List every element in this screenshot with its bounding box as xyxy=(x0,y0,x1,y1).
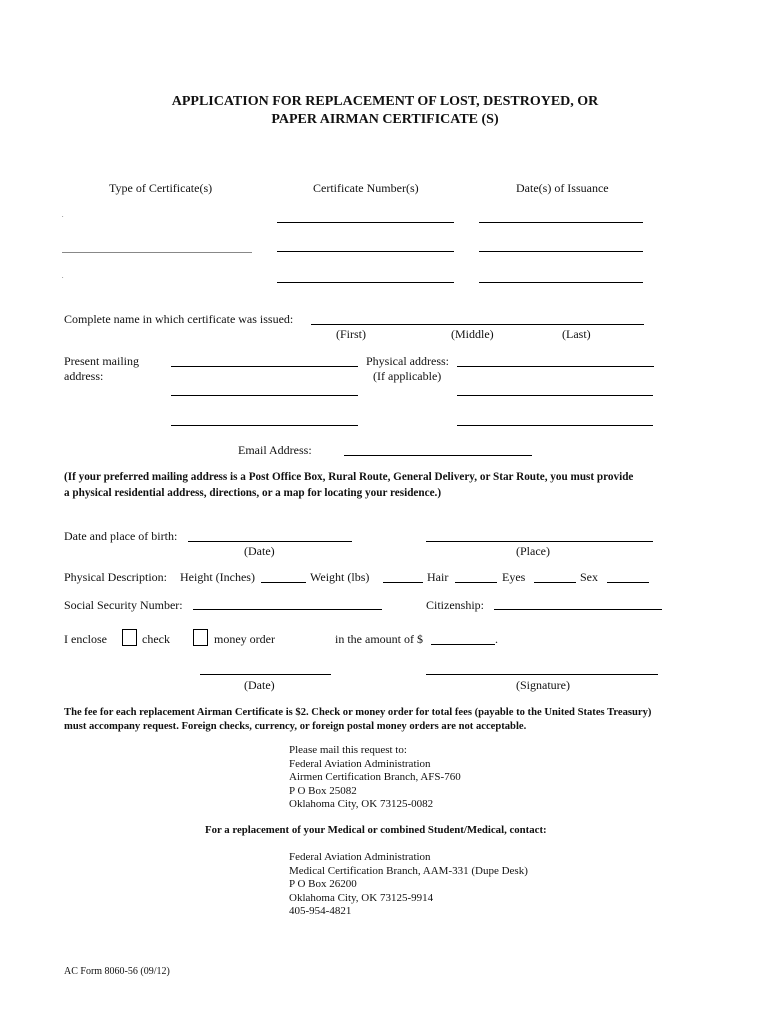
certificate-number-field-3[interactable] xyxy=(277,282,454,283)
medical-line-4: Oklahoma City, OK 73125-9914 xyxy=(289,891,434,904)
email-address-label: Email Address: xyxy=(238,443,312,457)
mail-to-line-3: P O Box 25082 xyxy=(289,784,357,797)
money-order-label: money order xyxy=(214,632,275,646)
enclose-label: I enclose xyxy=(64,632,107,646)
mail-to-line-4: Oklahoma City, OK 73125-0082 xyxy=(289,798,434,810)
birth-place-field[interactable] xyxy=(426,541,653,542)
signoff-date-field[interactable] xyxy=(200,674,331,675)
issuance-date-header: Date(s) of Issuance xyxy=(516,181,609,195)
middle-name-caption: (Middle) xyxy=(451,327,494,341)
amount-field[interactable] xyxy=(431,644,495,645)
physical-address-label: Physical address: xyxy=(366,354,449,368)
fee-note-line-2: must accompany request. Foreign checks, currency, or foreign postal money orders are not acceptable. xyxy=(64,721,527,732)
complete-name-label: Complete name in which certificate was issued: xyxy=(64,312,294,326)
mailing-address-label-2: address: xyxy=(64,369,104,383)
medical-phone: 405-954-4821 xyxy=(289,905,352,917)
certificate-type-header: Type of Certificate(s) xyxy=(109,181,213,195)
medical-line-2: Medical Certification Branch, AAM-331 (Dupe Desk) xyxy=(289,864,528,877)
issuance-date-field-1[interactable] xyxy=(479,222,643,223)
mailing-address-field-3[interactable] xyxy=(171,425,358,426)
po-box-note-line-2: a physical residential address, directions, or a map for locating your residence.) xyxy=(64,487,442,499)
fee-note-line-1: The fee for each replacement Airman Certificate is $2. Check or money order for total fees (payable to the United States Treasury) xyxy=(64,707,652,718)
first-name-caption: (First) xyxy=(336,327,366,341)
mailing-address-field-1[interactable] xyxy=(171,366,358,367)
sex-label: Sex xyxy=(580,570,598,584)
certificate-number-field-2[interactable] xyxy=(277,251,454,252)
signature-caption: (Signature) xyxy=(516,678,570,692)
physical-address-caption: (If applicable) xyxy=(373,369,442,383)
weight-label: Weight (lbs) xyxy=(310,570,370,584)
medical-heading: For a replacement of your Medical or combined Student/Medical, contact: xyxy=(205,824,547,836)
eyes-label: Eyes xyxy=(502,570,526,584)
email-address-field[interactable] xyxy=(344,455,532,456)
po-box-note-line-1: (If your preferred mailing address is a Post Office Box, Rural Route, General Delivery, or Star Route, you must provide xyxy=(64,471,634,483)
hair-field[interactable] xyxy=(455,582,497,583)
money-order-checkbox[interactable] xyxy=(193,629,208,646)
row-marker: . xyxy=(62,213,64,219)
hair-label: Hair xyxy=(427,570,449,584)
signoff-date-caption: (Date) xyxy=(244,678,275,692)
ssn-label: Social Security Number: xyxy=(64,598,183,612)
mail-to-line-2: Airmen Certification Branch, AFS-760 xyxy=(289,771,461,783)
last-name-caption: (Last) xyxy=(562,327,591,341)
mail-to-line-1: Federal Aviation Administration xyxy=(289,757,431,770)
eyes-field[interactable] xyxy=(534,582,576,583)
birth-label: Date and place of birth: xyxy=(64,529,178,543)
amount-label: in the amount of $ xyxy=(335,632,423,646)
signature-field[interactable] xyxy=(426,674,658,675)
medical-line-1: Federal Aviation Administration xyxy=(289,851,431,863)
physical-address-field-1[interactable] xyxy=(457,366,654,367)
certificate-number-header: Certificate Number(s) xyxy=(313,181,419,195)
mail-to-block xyxy=(289,744,461,812)
row-marker: . xyxy=(62,274,64,280)
physical-address-field-2[interactable] xyxy=(457,395,653,396)
birth-place-caption: (Place) xyxy=(516,544,550,558)
height-label: Height (Inches) xyxy=(180,570,255,584)
issuance-date-field-2[interactable] xyxy=(479,251,643,252)
check-label: check xyxy=(142,632,170,646)
complete-name-field[interactable] xyxy=(311,324,644,325)
physical-description-label: Physical Description: xyxy=(64,570,167,584)
medical-line-3: P O Box 26200 xyxy=(289,878,357,890)
issuance-date-field-3[interactable] xyxy=(479,282,643,283)
form-id: AC Form 8060-56 (09/12) xyxy=(64,966,170,977)
sex-field[interactable] xyxy=(607,582,649,583)
mailing-address-label-1: Present mailing xyxy=(64,354,139,368)
amount-period: . xyxy=(495,632,498,646)
mail-to-intro: Please mail this request to: xyxy=(289,744,407,756)
physical-address-field-3[interactable] xyxy=(457,425,653,426)
height-field[interactable] xyxy=(261,582,306,583)
weight-field[interactable] xyxy=(383,582,423,583)
citizenship-label: Citizenship: xyxy=(426,598,484,612)
form-title-line-2: PAPER AIRMAN CERTIFICATE (S) xyxy=(271,112,499,127)
medical-contact-block xyxy=(289,851,528,919)
birth-date-field[interactable] xyxy=(188,541,352,542)
certificate-number-field-1[interactable] xyxy=(277,222,454,223)
ssn-field[interactable] xyxy=(193,609,382,610)
check-checkbox[interactable] xyxy=(122,629,137,646)
mailing-address-field-2[interactable] xyxy=(171,395,358,396)
birth-date-caption: (Date) xyxy=(244,544,275,558)
certificate-type-field-2[interactable] xyxy=(62,252,252,253)
form-title-line-1: APPLICATION FOR REPLACEMENT OF LOST, DESTROYED, OR xyxy=(171,94,599,109)
citizenship-field[interactable] xyxy=(494,609,662,610)
